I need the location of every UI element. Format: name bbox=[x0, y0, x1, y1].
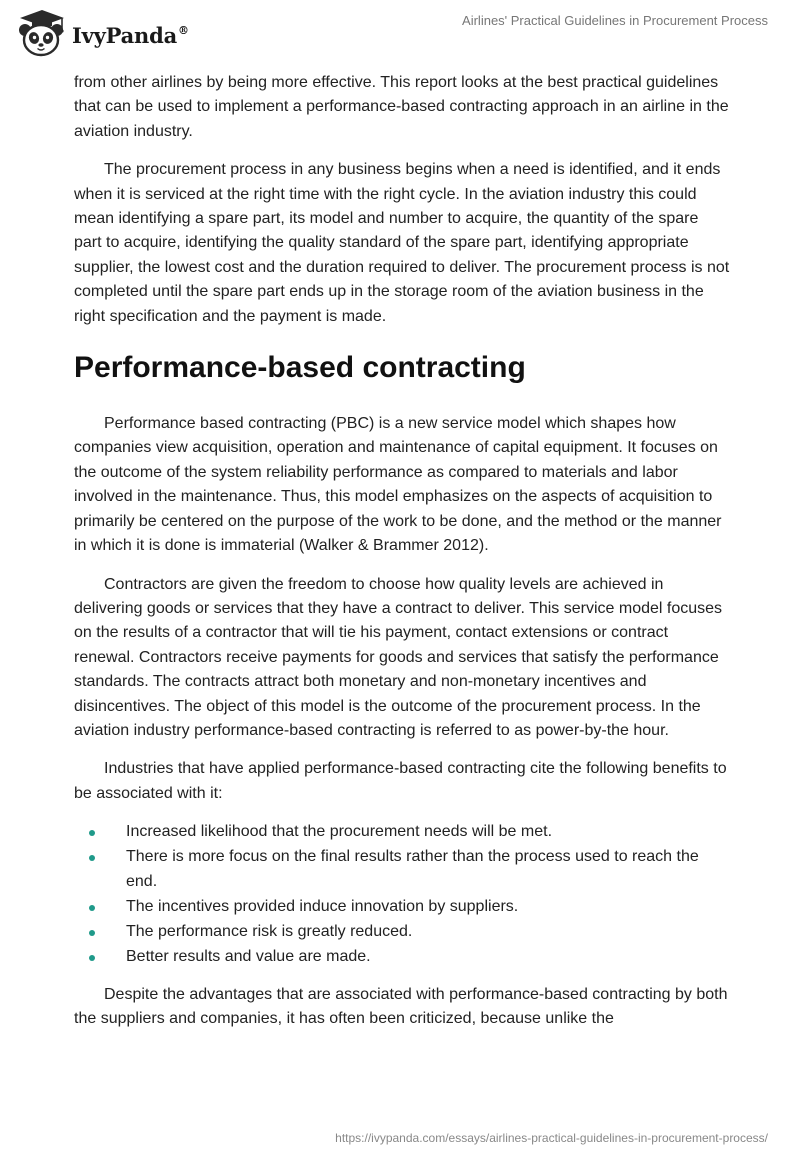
bullet-dot-icon bbox=[89, 855, 95, 861]
list-item: Increased likelihood that the procurement needs will be met. bbox=[74, 820, 730, 844]
list-item: There is more focus on the final results rather than the process used to reach the end. bbox=[74, 845, 730, 894]
document-title: Airlines' Practical Guidelines in Procurement Process bbox=[462, 13, 768, 28]
section-heading: Performance-based contracting bbox=[74, 351, 526, 385]
ivypanda-logo[interactable] bbox=[14, 8, 189, 58]
paragraph-contractors: Contractors are given the freedom to choose how quality levels are achieved in delivering goods or services that they have a contract to deliver. This service model focuses on the results of a contractor that will tie his payment, contact extensions or contract renewal. Contractors receive payments for goods and services that satisfy the performance standards. The contracts attract both monetary and non-monetary incentives and disincentives. The object of this model is the outcome of the procurement process. In the aviation industry performance-based contracting is referred to as power-by-the hour. bbox=[74, 575, 723, 739]
source-url-link[interactable]: https://ivypanda.com/essays/airlines-practical-guidelines-in-procurement-process/ bbox=[335, 1131, 768, 1145]
essay-body bbox=[74, 71, 730, 1046]
paragraph-criticism: Despite the advantages that are associated with performance-based contracting by both the suppliers and companies, it has often been criticized, because unlike the bbox=[74, 985, 728, 1028]
paragraph-pbc-definition: Performance based contracting (PBC) is a new service model which shapes how companies view acquisition, operation and maintenance of capital equipment. It focuses on the outcome of the system reliability performance as compared to materials and labor involved in the maintenance. Thus, this model emphasizes on the aspects of acquisition to primarily be centered on the purpose of the work to be done, and the method or the manner in which it is done is immaterial (Walker & Brammer 2012). bbox=[74, 415, 722, 555]
paragraph-procurement-process: The procurement process in any business begins when a need is identified, and it ends when it is serviced at the right time with the right cycle. In the aviation industry this could mean identifying a spare part, its model and number to acquire, the quantity of the spare part to acquire, identifying the quality standard of the spare part, identifying appropriate supplier, the lowest cost and the duration required to deliver. The procurement process is not completed until the spare part ends up in the storage room of the aviation business in the right specification and the payment is made. bbox=[74, 161, 730, 325]
paragraph-benefits-intro: Industries that have applied performance-based contracting cite the following benefits to be associated with it: bbox=[74, 760, 727, 802]
benefits-list bbox=[74, 820, 730, 969]
registered-mark: ® bbox=[178, 23, 189, 37]
bullet-dot-icon bbox=[89, 955, 95, 961]
logo-wordmark: IvyPanda® bbox=[72, 22, 189, 48]
bullet-dot-icon bbox=[89, 830, 95, 836]
bullet-dot-icon bbox=[89, 905, 95, 911]
list-item: The incentives provided induce innovation by suppliers. bbox=[74, 895, 730, 919]
list-item: The performance risk is greatly reduced. bbox=[74, 920, 730, 944]
bullet-dot-icon bbox=[89, 930, 95, 936]
page-header bbox=[0, 0, 800, 68]
panda-graduate-icon bbox=[14, 8, 66, 58]
list-item: Better results and value are made. bbox=[74, 945, 730, 969]
paragraph-intro-continued: from other airlines by being more effective. This report looks at the best practical guidelines that can be used to implement a performance-based contracting approach in an airline in the aviation industry. bbox=[74, 74, 729, 140]
